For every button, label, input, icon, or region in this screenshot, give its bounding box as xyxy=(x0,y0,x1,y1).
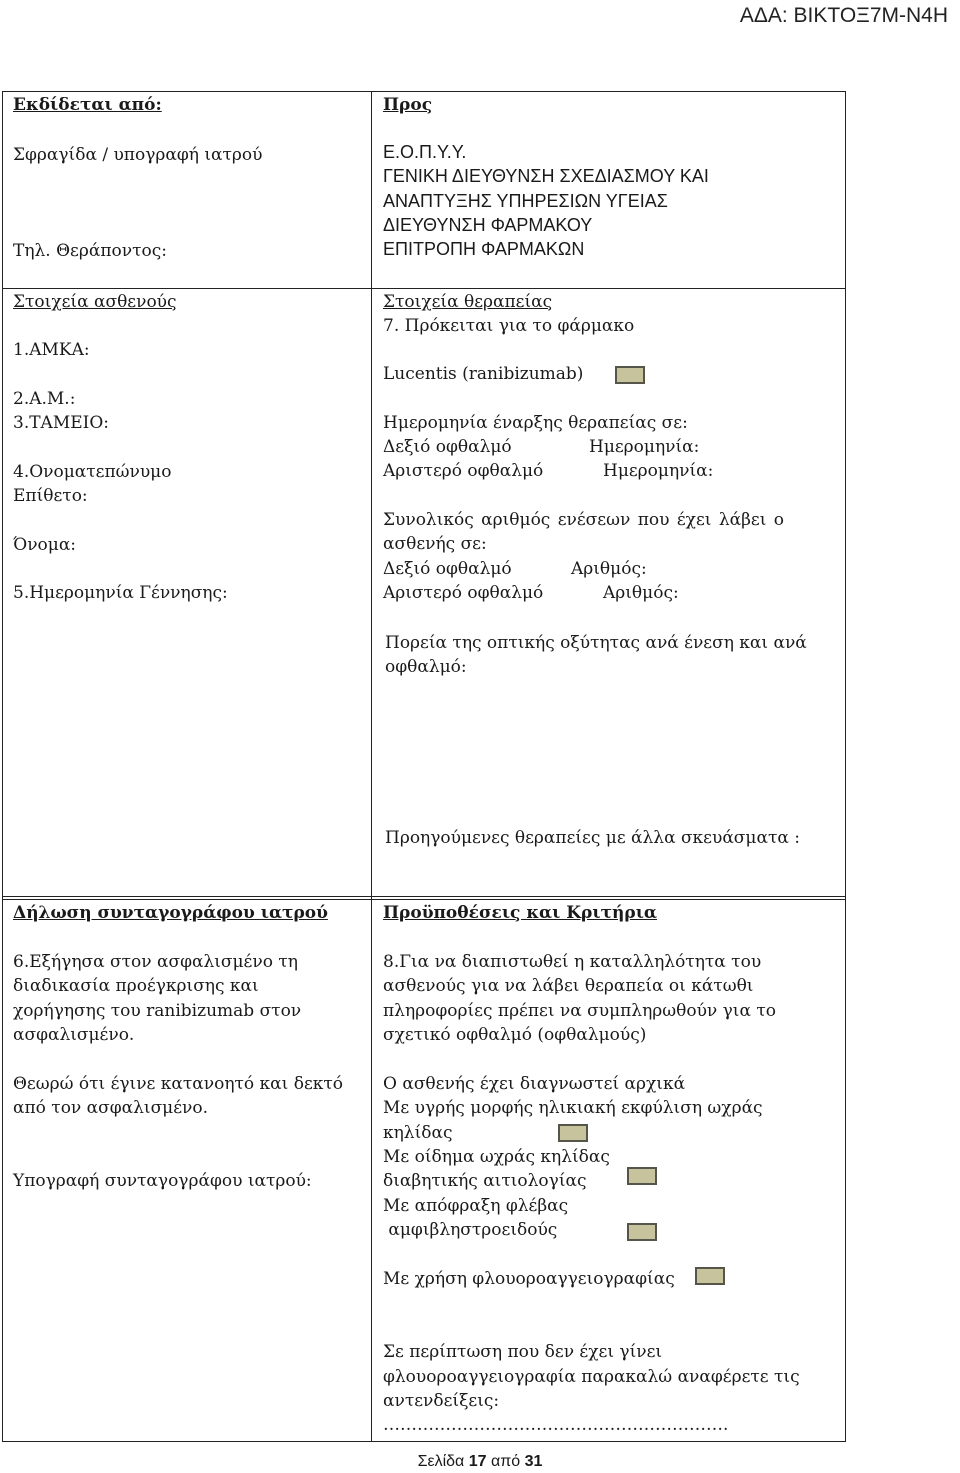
acuity-line-2: οφθαλμό: xyxy=(385,657,467,677)
lucentis-checkbox[interactable] xyxy=(615,366,645,384)
declaration-line: ασφαλισμένο. xyxy=(13,1025,135,1045)
declaration-cell xyxy=(3,897,372,1442)
acuity-line-1: Πορεία της οπτικής οξύτητας ανά ένεση και ανά xyxy=(385,633,807,653)
previous-therapies-label: Προηγούμενες θεραπείες με άλλα σκευάσματα : xyxy=(385,828,800,848)
criteria-heading: Προϋποθέσεις και Κριτήρια xyxy=(383,903,658,923)
page-word: Σελίδα xyxy=(417,1453,465,1470)
left-eye-label: Αριστερό οφθαλμό xyxy=(383,461,544,481)
document-id: ΑΔΑ: ΒΙΚΤΟΞ7Μ-Ν4Η xyxy=(739,4,948,27)
injections-line-1: Συνολικός αριθμός ενέσεων που έχει λάβει ο xyxy=(383,510,785,530)
drug-question: 7. Πρόκειται για το φάρμακο xyxy=(383,316,635,336)
contraindications-dotted-line[interactable]: ……………………………………………………. xyxy=(383,1415,729,1435)
amka-label: 1.ΑΜΚΑ: xyxy=(13,340,90,360)
page-footer xyxy=(0,1453,960,1471)
signature-label: Υπογραφή συνταγογράφου ιατρού: xyxy=(13,1171,312,1191)
dme-option-line-1: Με οίδημα ωχράς κηλίδας xyxy=(383,1147,610,1167)
fullname-label: 4.Ονοματεπώνυμο xyxy=(13,462,172,482)
criteria-cell xyxy=(372,897,846,1442)
rvo-checkbox[interactable] xyxy=(627,1223,657,1241)
understood-line-2: από τον ασφαλισμένο. xyxy=(13,1098,209,1118)
therapy-cell xyxy=(372,289,846,900)
right-eye-date-label: Ημερομηνία: xyxy=(589,437,700,457)
declaration-criteria-table xyxy=(2,896,846,1442)
tameio-label: 3.ΤΑΜΕΙΟ: xyxy=(13,413,110,433)
surname-label: Επίθετο: xyxy=(13,486,88,506)
if-not-line-3: αντενδείξεις: xyxy=(383,1391,500,1411)
right-eye-number-label: Αριθμός: xyxy=(571,559,647,579)
stamp-label: Σφραγίδα / υπογραφή ιατρού xyxy=(13,145,263,165)
declaration-heading: Δήλωση συνταγογράφου ιατρού xyxy=(13,903,328,923)
left-eye-date-label: Ημερομηνία: xyxy=(603,461,714,481)
issuer-cell xyxy=(3,92,372,289)
am-label: 2.Α.Μ.: xyxy=(13,389,76,409)
issuer-heading: Εκδίδεται από: xyxy=(13,95,162,115)
amd-option-line-1: Με υγρής μορφής ηλικιακή εκφύλιση ωχράς xyxy=(383,1098,763,1118)
recipient-line: ΕΠΙΤΡΟΠΗ ΦΑΡΜΑΚΩΝ xyxy=(383,239,585,259)
amd-option-line-2: κηλίδας xyxy=(383,1123,453,1143)
right-eye-label: Δεξιό οφθαλμό xyxy=(383,437,512,457)
patient-cell xyxy=(3,289,372,900)
recipient-cell xyxy=(372,92,846,289)
declaration-line: διαδικασία προέγκρισης και xyxy=(13,976,259,996)
diagnosed-label: Ο ασθενής έχει διαγνωστεί αρχικά xyxy=(383,1074,686,1094)
declaration-line: 6.Εξήγησα στον ασφαλισμένο τη xyxy=(13,952,298,972)
right-eye-label: Δεξιό οφθαλμό xyxy=(383,559,512,579)
dme-option-line-2: διαβητικής αιτιολογίας xyxy=(383,1171,587,1191)
rvo-option-line-2: αμφιβληστροειδούς xyxy=(383,1220,558,1240)
fluorescein-label: Με χρήση φλουοροαγγειογραφίας xyxy=(383,1269,675,1289)
understood-line-1: Θεωρώ ότι έγινε κατανοητό και δεκτό xyxy=(13,1074,344,1094)
phone-label: Τηλ. Θεράποντος: xyxy=(13,241,167,261)
recipient-line: ΔΙΕΥΘΥΝΣΗ ΦΑΡΜΑΚΟΥ xyxy=(383,215,593,235)
recipient-line: Ε.Ο.Π.Υ.Υ. xyxy=(383,142,467,162)
name-label: Όνομα: xyxy=(13,535,77,555)
recipient-line: ΓΕΝΙΚΗ ΔΙΕΥΘΥΝΣΗ ΣΧΕΔΙΑΣΜΟΥ ΚΑΙ xyxy=(383,166,709,186)
declaration-line: χορήγησης του ranibizumab στον xyxy=(13,1001,302,1021)
injections-line-2: ασθενής σε: xyxy=(383,534,487,554)
birthdate-label: 5.Ημερομηνία Γέννησης: xyxy=(13,583,228,603)
page-total: 31 xyxy=(524,1453,543,1470)
of-word: από xyxy=(491,1453,521,1470)
criteria-intro-line: πληροφορίες πρέπει να συμπληρωθούν για το xyxy=(383,1001,777,1021)
criteria-intro-line: σχετικό οφθαλμό (οφθαλμούς) xyxy=(383,1025,647,1045)
therapy-heading: Στοιχεία θεραπείας xyxy=(383,292,553,312)
drug-name: Lucentis (ranibizumab) xyxy=(383,364,584,384)
recipient-heading: Προς xyxy=(383,95,433,115)
patient-heading: Στοιχεία ασθενούς xyxy=(13,292,177,312)
approval-form-table xyxy=(2,91,846,900)
criteria-intro-line: 8.Για να διαπιστωθεί η καταλληλότητα του xyxy=(383,952,762,972)
if-not-line-1: Σε περίπτωση που δεν έχει γίνει xyxy=(383,1342,663,1362)
dme-checkbox[interactable] xyxy=(627,1167,657,1185)
if-not-line-2: φλουοροαγγειογραφία παρακαλώ αναφέρετε τις xyxy=(383,1367,800,1387)
fluorescein-checkbox[interactable] xyxy=(695,1267,725,1285)
left-eye-number-label: Αριθμός: xyxy=(603,583,679,603)
recipient-line: ΑΝΑΠΤΥΞΗΣ ΥΠΗΡΕΣΙΩΝ ΥΓΕΙΑΣ xyxy=(383,191,668,211)
start-date-label: Ημερομηνία έναρξης θεραπείας σε: xyxy=(383,413,688,433)
criteria-intro-line: ασθενούς για να λάβει θεραπεία οι κάτωθι xyxy=(383,976,754,996)
page-number: 17 xyxy=(468,1453,487,1470)
amd-checkbox[interactable] xyxy=(558,1124,588,1142)
left-eye-label: Αριστερό οφθαλμό xyxy=(383,583,544,603)
rvo-option-line-1: Με απόφραξη φλέβας xyxy=(383,1196,569,1216)
